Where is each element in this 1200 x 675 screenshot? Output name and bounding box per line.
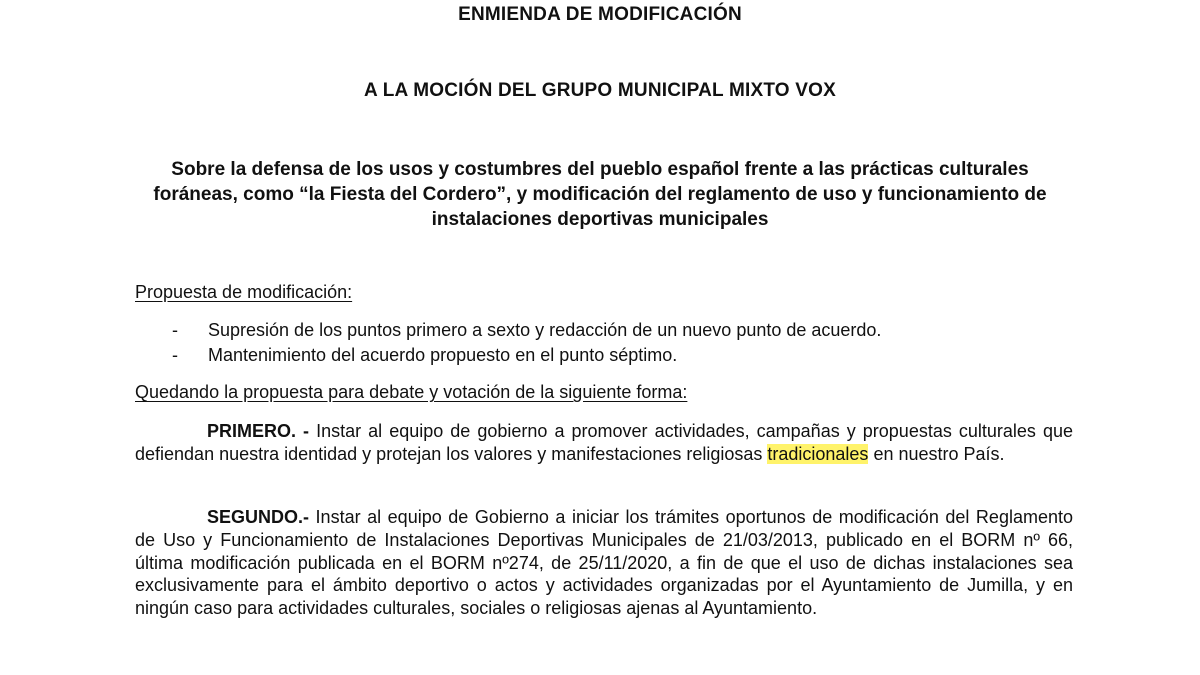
list-item — [135, 318, 1035, 343]
proposal-item-text: Supresión de los puntos primero a sexto y redacción de un nuevo punto de acuerdo. — [208, 320, 882, 340]
bullet-dash: - — [172, 320, 178, 340]
proposal-item-text: Mantenimiento del acuerdo propuesto en el punto séptimo. — [208, 345, 678, 365]
segundo-text: Instar al equipo de Gobierno a iniciar los trámites oportunos de modificación del Reglamento de Uso y Funcionamiento de Instalaciones Deportivas Municipales de 21/03/2013, publicado en el BORM nº 66, última modificación publicada en el BORM nº274, de 25/11/2020, a fin de que el uso de dichas instalaciones sea exclusivamente para el ámbito deportivo o actos y actividades organizadas por el Ayuntamiento de Jumilla, y en ningún caso para actividades culturales, sociales o religiosas ajenas al Ayuntamiento. — [135, 507, 1073, 619]
list-item — [135, 343, 1035, 368]
segundo-label: SEGUNDO.- — [207, 507, 310, 527]
primero-text: Instar al equipo de gobierno a promover actividades, campañas y propuestas culturales que defiendan nuestra identidad y protejan los valores y manifestaciones religiosas — [135, 421, 1073, 464]
document-title: ENMIENDA DE MODIFICACIÓN — [458, 4, 742, 25]
debate-heading: Quedando la propuesta para debate y votación de la siguiente forma: — [135, 382, 688, 402]
primero-label: PRIMERO. - — [207, 421, 310, 441]
primero-paragraph — [135, 420, 1073, 466]
primero-text-end: en nuestro País. — [868, 443, 1005, 464]
highlighted-word: tradicionales — [767, 443, 869, 464]
document-subtitle: A LA MOCIÓN DEL GRUPO MUNICIPAL MIXTO VOX — [364, 80, 836, 101]
motion-heading: Sobre la defensa de los usos y costumbres del pueblo español frente a las prácticas culturales foráneas, como “la Fiesta del Cordero”, y modificación del reglamento de uso y funcionamiento de instalaciones deportivas municipales — [153, 159, 1047, 230]
proposal-heading: Propuesta de modificación: — [135, 282, 353, 302]
segundo-paragraph — [135, 506, 1073, 620]
proposal-list — [135, 318, 1035, 368]
bullet-dash: - — [172, 345, 178, 365]
